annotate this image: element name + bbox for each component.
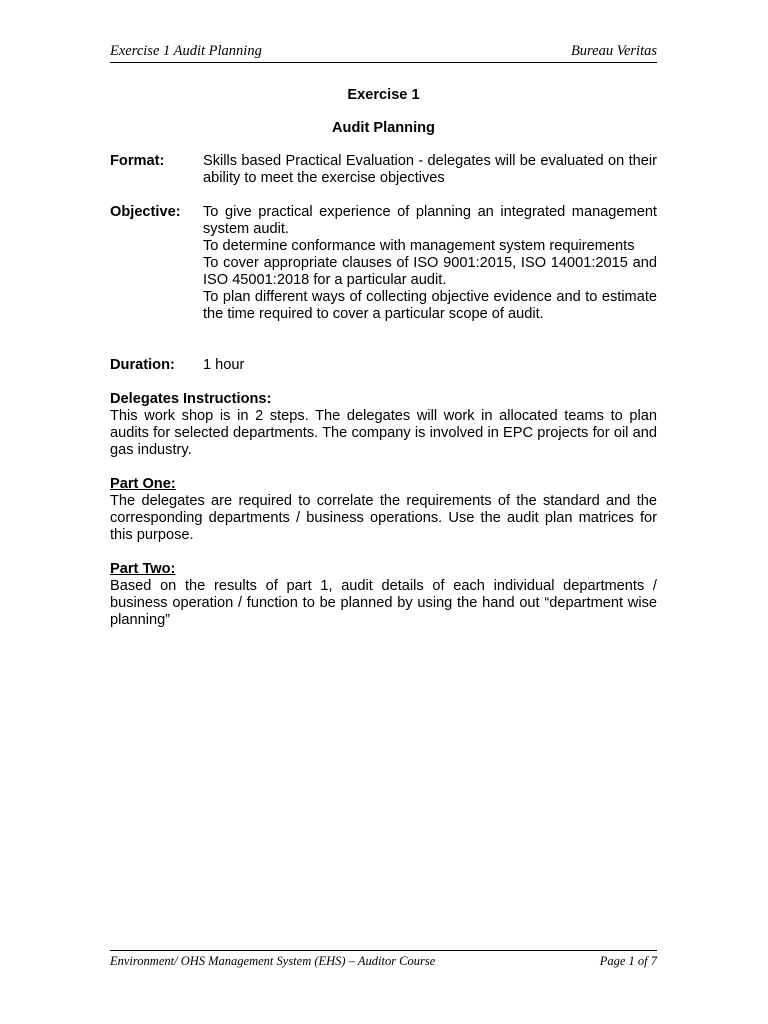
instructions-heading: Delegates Instructions: bbox=[110, 391, 272, 407]
footer-course: Environment/ OHS Management System (EHS) – Auditor Course bbox=[110, 954, 436, 968]
objective-item: To cover appropriate clauses of ISO 9001:2015, ISO 14001:2015 and ISO 45001:2018 for a particular audit. bbox=[203, 255, 657, 288]
part-one-heading: Part One: bbox=[110, 476, 176, 492]
page-header bbox=[110, 43, 657, 63]
exercise-subtitle: Audit Planning bbox=[332, 120, 435, 136]
objective-item: To determine conformance with management system requirements bbox=[203, 238, 635, 254]
document-body bbox=[110, 87, 657, 629]
part-one-text: The delegates are required to correlate the requirements of the standard and the corresponding departments / business operations. Use the audit plan matrices for this purpose. bbox=[110, 493, 657, 543]
page-footer bbox=[110, 950, 657, 970]
part-two-text: Based on the results of part 1, audit details of each individual departments / business operation / function to be planned by using the hand out “department wise planning” bbox=[110, 578, 657, 628]
format-row bbox=[110, 153, 657, 187]
duration-label: Duration: bbox=[110, 357, 175, 373]
objective-row bbox=[110, 204, 657, 323]
instructions-text: This work shop is in 2 steps. The delegates will work in allocated teams to plan audits for selected departments. The company is involved in EPC projects for oil and gas industry. bbox=[110, 408, 657, 458]
format-label: Format: bbox=[110, 153, 165, 169]
duration-row bbox=[110, 357, 657, 374]
format-text: Skills based Practical Evaluation - delegates will be evaluated on their ability to meet the exercise objectives bbox=[203, 153, 657, 186]
part-two-heading: Part Two: bbox=[110, 561, 176, 577]
header-org: Bureau Veritas bbox=[570, 43, 657, 59]
header-title: Exercise 1 Audit Planning bbox=[110, 43, 262, 59]
objective-item: To plan different ways of collecting objective evidence and to estimate the time required to cover a particular scope of audit. bbox=[203, 289, 657, 322]
exercise-title: Exercise 1 bbox=[347, 87, 420, 103]
duration-value: 1 hour bbox=[203, 357, 245, 373]
objective-item: To give practical experience of planning an integrated management system audit. bbox=[203, 204, 657, 237]
objective-label: Objective: bbox=[110, 204, 181, 220]
footer-page-number: Page 1 of 7 bbox=[599, 954, 657, 968]
